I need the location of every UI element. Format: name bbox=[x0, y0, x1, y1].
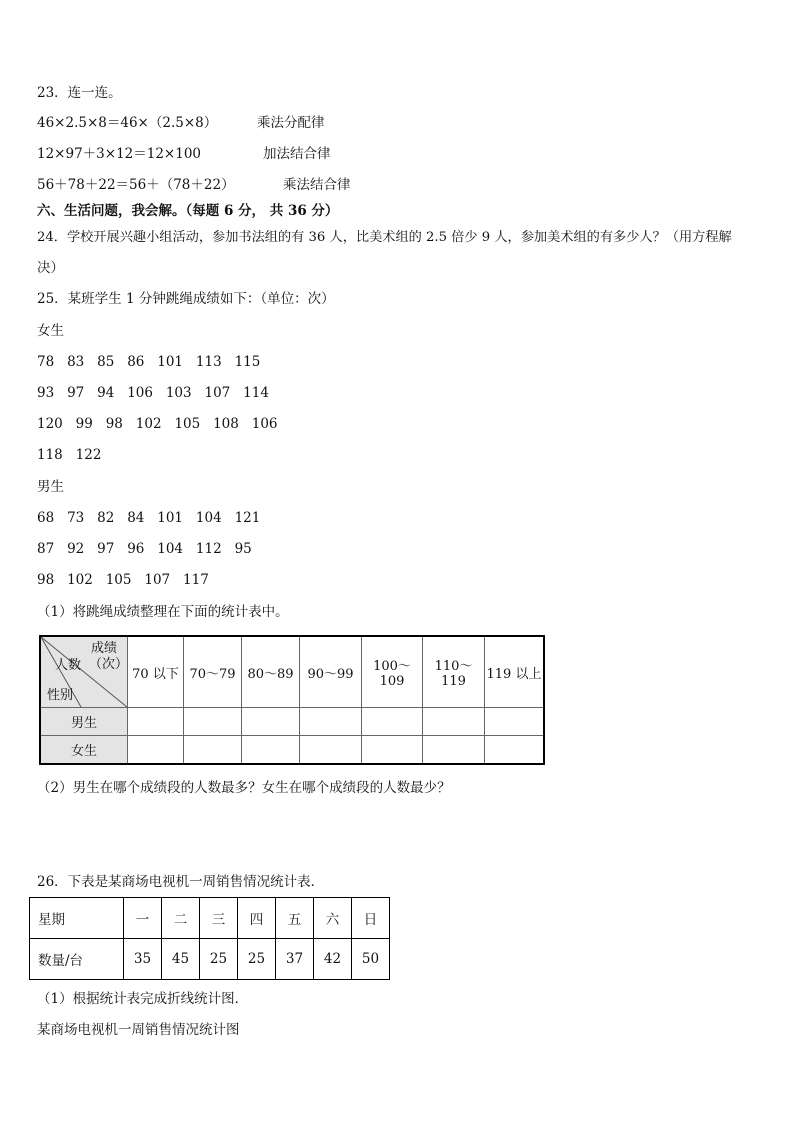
q25-girls-label: 女生 bbox=[37, 323, 64, 339]
score: 94 bbox=[97, 385, 115, 401]
answer-cell[interactable] bbox=[242, 708, 300, 736]
table-corner-header bbox=[40, 636, 128, 708]
score: 122 bbox=[75, 447, 102, 463]
tv-sales-table bbox=[29, 897, 390, 980]
score: 86 bbox=[127, 354, 145, 370]
score: 106 bbox=[127, 385, 153, 401]
table-row bbox=[30, 898, 390, 939]
answer-cell[interactable] bbox=[485, 736, 545, 765]
score: 107 bbox=[204, 385, 231, 401]
score: 105 bbox=[105, 572, 132, 588]
boys-score-row bbox=[37, 540, 252, 558]
answer-cell[interactable] bbox=[184, 708, 242, 736]
answer-cell[interactable] bbox=[362, 708, 423, 736]
column-header: 70 以下 bbox=[128, 636, 184, 708]
score: 96 bbox=[127, 541, 145, 557]
table-row bbox=[30, 939, 390, 980]
boys-score-row bbox=[37, 509, 260, 527]
score: 93 bbox=[37, 385, 55, 401]
corner-score-label: 成绩 bbox=[91, 641, 118, 656]
score: 108 bbox=[213, 416, 239, 432]
weekday-cell: 六 bbox=[314, 898, 352, 939]
score: 84 bbox=[127, 510, 145, 526]
q23-law-3: 乘法结合律 bbox=[283, 177, 351, 193]
score: 78 bbox=[37, 354, 55, 370]
quantity-cell: 37 bbox=[276, 939, 314, 980]
score: 102 bbox=[67, 572, 93, 588]
score: 92 bbox=[67, 541, 85, 557]
q23-title: 23．连一连。 bbox=[37, 85, 122, 101]
score: 97 bbox=[97, 541, 115, 557]
column-header: 80～89 bbox=[242, 636, 300, 708]
weekday-cell: 二 bbox=[162, 898, 200, 939]
q23-law-1: 乘法分配律 bbox=[257, 115, 325, 131]
q23-law-2: 加法结合律 bbox=[263, 146, 331, 162]
score: 120 bbox=[37, 416, 63, 432]
score: 104 bbox=[157, 541, 184, 557]
q26-chart-title: 某商场电视机一周销售情况统计图 bbox=[37, 1022, 240, 1038]
girls-score-row bbox=[37, 446, 101, 464]
score: 112 bbox=[195, 541, 222, 557]
score: 107 bbox=[144, 572, 171, 588]
column-header: 110～119 bbox=[423, 636, 485, 708]
column-header: 70～79 bbox=[184, 636, 242, 708]
answer-cell[interactable] bbox=[423, 708, 485, 736]
quantity-cell: 35 bbox=[124, 939, 162, 980]
q23-equation-1: 46×2.5×8＝46×（2.5×8） bbox=[37, 115, 218, 131]
score: 104 bbox=[195, 510, 222, 526]
column-header: 100～109 bbox=[362, 636, 423, 708]
q26-sub-question-1: （1）根据统计表完成折线统计图． bbox=[37, 991, 249, 1007]
girls-score-row bbox=[37, 353, 260, 371]
score: 87 bbox=[37, 541, 55, 557]
weekday-cell: 四 bbox=[238, 898, 276, 939]
score: 99 bbox=[75, 416, 93, 432]
score: 83 bbox=[67, 354, 85, 370]
q23-equation-3: 56＋78＋22＝56＋（78＋22） bbox=[37, 177, 235, 193]
score: 98 bbox=[105, 416, 123, 432]
score: 98 bbox=[37, 572, 55, 588]
weekday-cell: 三 bbox=[200, 898, 238, 939]
column-header: 119 以上 bbox=[485, 636, 545, 708]
girls-score-row bbox=[37, 415, 278, 433]
score: 85 bbox=[97, 354, 115, 370]
score: 95 bbox=[234, 541, 252, 557]
score: 97 bbox=[67, 385, 85, 401]
column-header: 90～99 bbox=[300, 636, 362, 708]
answer-cell[interactable] bbox=[423, 736, 485, 765]
quantity-cell: 42 bbox=[314, 939, 352, 980]
score: 101 bbox=[157, 354, 184, 370]
girls-score-row bbox=[37, 384, 269, 402]
score: 68 bbox=[37, 510, 55, 526]
score: 121 bbox=[234, 510, 261, 526]
score: 106 bbox=[251, 416, 278, 432]
corner-count-label: 人数 bbox=[55, 658, 82, 673]
table-row bbox=[40, 708, 544, 736]
q25-sub-question-2: （2）男生在哪个成绩段的人数最多？女生在哪个成绩段的人数最少？ bbox=[37, 780, 451, 796]
answer-cell[interactable] bbox=[128, 736, 184, 765]
score: 115 bbox=[234, 354, 261, 370]
score: 113 bbox=[195, 354, 222, 370]
score: 117 bbox=[183, 572, 209, 588]
score: 82 bbox=[97, 510, 115, 526]
weekday-cell: 一 bbox=[124, 898, 162, 939]
q24-text-line-2: 决） bbox=[37, 260, 64, 276]
answer-cell[interactable] bbox=[128, 708, 184, 736]
quantity-cell: 25 bbox=[238, 939, 276, 980]
q26-title: 26．下表是某商场电视机一周销售情况统计表． bbox=[37, 874, 325, 890]
score: 114 bbox=[243, 385, 269, 401]
row-header-girls: 女生 bbox=[40, 736, 128, 765]
q25-sub-question-1: （1）将跳绳成绩整理在下面的统计表中。 bbox=[37, 604, 289, 620]
corner-gender-label: 性别 bbox=[47, 688, 74, 703]
answer-cell[interactable] bbox=[184, 736, 242, 765]
answer-cell[interactable] bbox=[242, 736, 300, 765]
score: 105 bbox=[174, 416, 201, 432]
table-row bbox=[40, 736, 544, 765]
quantity-cell: 50 bbox=[352, 939, 390, 980]
score: 103 bbox=[165, 385, 192, 401]
jump-rope-stats-table bbox=[39, 635, 545, 765]
answer-cell[interactable] bbox=[300, 708, 362, 736]
row-header-boys: 男生 bbox=[40, 708, 128, 736]
weekday-cell: 五 bbox=[276, 898, 314, 939]
answer-cell[interactable] bbox=[362, 736, 423, 765]
q25-boys-label: 男生 bbox=[37, 479, 64, 495]
quantity-cell: 25 bbox=[200, 939, 238, 980]
answer-cell[interactable] bbox=[485, 708, 545, 736]
q23-equation-2: 12×97＋3×12＝12×100 bbox=[37, 146, 202, 162]
row-label-quantity: 数量/台 bbox=[30, 939, 124, 980]
answer-cell[interactable] bbox=[300, 736, 362, 765]
corner-unit-label: （次） bbox=[89, 657, 129, 672]
weekday-cell: 日 bbox=[352, 898, 390, 939]
score: 73 bbox=[67, 510, 85, 526]
score: 102 bbox=[135, 416, 162, 432]
boys-score-row bbox=[37, 571, 209, 589]
row-label-weekday: 星期 bbox=[30, 898, 124, 939]
q24-text-line-1: 24．学校开展兴趣小组活动，参加书法组的有 36 人，比美术组的 2.5 倍少 9 人，参加美术组的有多少人？（用方程解 bbox=[37, 230, 732, 245]
score: 118 bbox=[37, 447, 63, 463]
q25-title: 25．某班学生 1 分钟跳绳成绩如下：（单位：次） bbox=[37, 291, 335, 307]
section-6-heading: 六、生活问题，我会解。（每题 6 分， 共 36 分） bbox=[37, 203, 339, 219]
score: 101 bbox=[157, 510, 184, 526]
quantity-cell: 45 bbox=[162, 939, 200, 980]
